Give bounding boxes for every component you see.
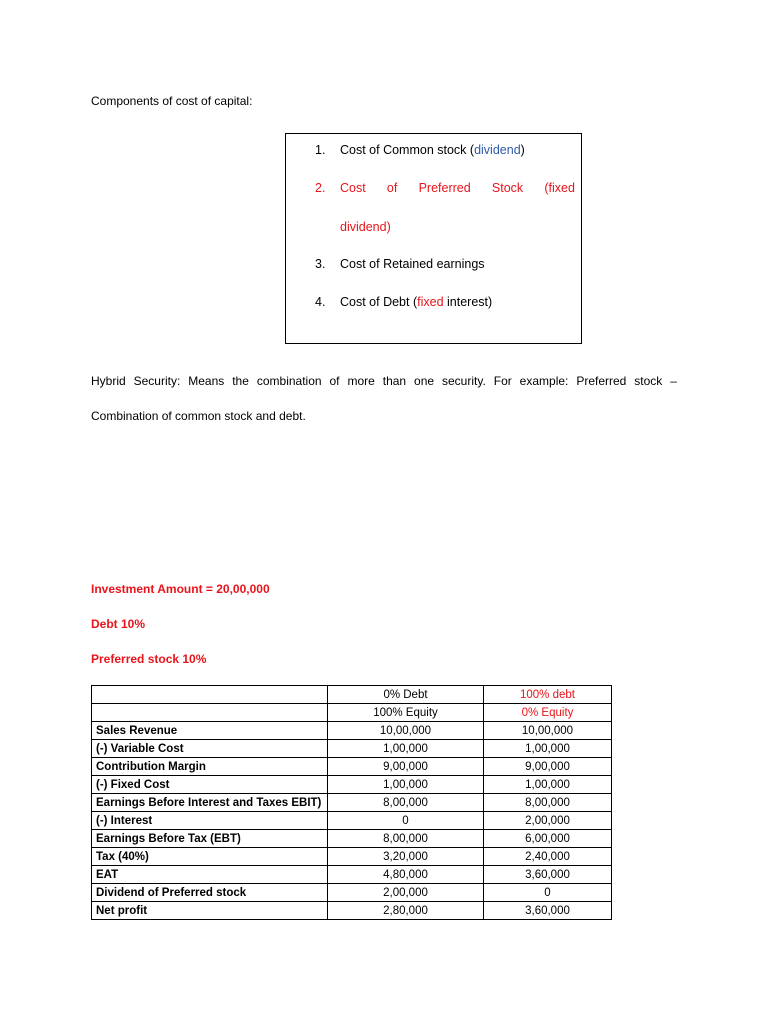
item-text: Cost of Debt (fixed interest) (340, 295, 493, 309)
table-row: Contribution Margin 9,00,000 9,00,000 (92, 758, 612, 776)
table-row: (-) Variable Cost 1,00,000 1,00,000 (92, 740, 612, 758)
highlight-dividend: dividend (474, 143, 521, 157)
components-box (285, 133, 582, 344)
item-number: 3. (315, 257, 326, 271)
preferred-stock-rate: Preferred stock 10% (91, 652, 207, 666)
table-row: (-) Fixed Cost 1,00,000 1,00,000 (92, 776, 612, 794)
item-text: Cost of Common stock (dividend) (340, 143, 525, 157)
column-header-100-debt: 100% debt (484, 686, 612, 704)
column-header-100-equity: 100% Equity (328, 704, 484, 722)
item-text: Cost of Preferred Stock (fixed (340, 181, 575, 195)
item-number: 4. (315, 295, 326, 309)
table-header-row (92, 686, 612, 704)
item-text: Cost of Retained earnings (340, 257, 485, 271)
item-number: 2. (315, 181, 326, 195)
table-header-row (92, 704, 612, 722)
column-header-0-equity: 0% Equity (484, 704, 612, 722)
table-row: Sales Revenue 10,00,000 10,00,000 (92, 722, 612, 740)
table-row: (-) Interest 0 2,00,000 (92, 812, 612, 830)
column-header-0-debt: 0% Debt (328, 686, 484, 704)
table-row: Dividend of Preferred stock 2,00,000 0 (92, 884, 612, 902)
hybrid-security-paragraph-line-1: Hybrid Security: Means the combination of more than one security. For example: Preferred stock – (91, 374, 677, 388)
item-number: 1. (315, 143, 326, 157)
table-row: Earnings Before Tax (EBT) 8,00,000 6,00,000 (92, 830, 612, 848)
investment-amount: Investment Amount = 20,00,000 (91, 582, 270, 596)
table-row: Earnings Before Interest and Taxes EBIT) 8,00,000 8,00,000 (92, 794, 612, 812)
hybrid-security-paragraph-line-2: Combination of common stock and debt. (91, 409, 306, 423)
debt-rate: Debt 10% (91, 617, 146, 631)
highlight-fixed: fixed (417, 295, 444, 309)
table-row: Tax (40%) 3,20,000 2,40,000 (92, 848, 612, 866)
table-row: Net profit 2,80,000 3,60,000 (92, 902, 612, 920)
table-row: EAT 4,80,000 3,60,000 (92, 866, 612, 884)
income-comparison-table (91, 685, 612, 920)
page-heading: Components of cost of capital: (91, 94, 253, 108)
component-item-2-continued: dividend) (340, 220, 391, 234)
